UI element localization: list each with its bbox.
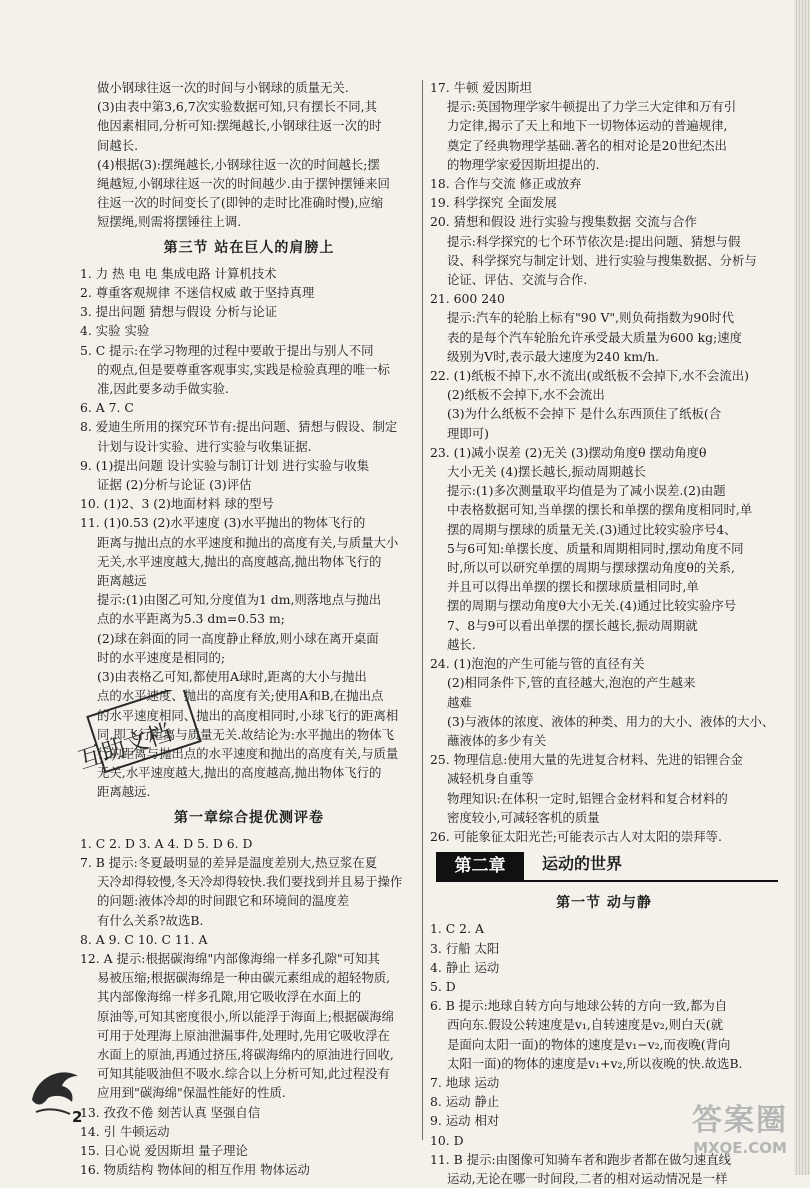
text-line: 摆的周期与摆球的质量无关.(3)通过比较实验序号4、 <box>447 521 737 537</box>
text-line: (3)与液体的浓度、液体的种类、用力的大小、液体的大小、 <box>447 713 775 729</box>
text-line: 间越长. <box>97 137 139 153</box>
text-line: 大小无关 (4)摆长越长,振动周期越长 <box>447 464 646 480</box>
text-line: 有什么关系?故选B. <box>97 912 204 928</box>
text-line: 天冷却得较慢,冬天冷却得较快.我们要找到并且易于操作 <box>97 874 403 890</box>
watermark-title: 答案圈 <box>692 1103 788 1138</box>
text-line: 运动,无论在哪一时间段,二者的相对运动情况是一样 <box>447 1170 728 1186</box>
chapter-banner <box>430 852 778 882</box>
text-line: (2)纸板不会掉下,水不会流出 <box>447 387 605 403</box>
text-line: 理即可) <box>447 425 490 441</box>
text-line: 5. D <box>430 978 456 994</box>
text-line: 9. (1)提出问题 设计实验与制订计划 进行实验与收集 <box>80 457 370 473</box>
page-edge <box>794 0 810 1175</box>
text-line: 4. 实验 实验 <box>80 323 150 339</box>
text-line: 7. 地球 运动 <box>430 1074 500 1090</box>
text-line: 4. 静止 运动 <box>430 959 500 975</box>
text-line: 提示:汽车的轮胎上标有"90 V",则负荷指数为90时代 <box>447 310 734 326</box>
text-line: 提示:科学探究的七个环节依次是:提出问题、猜想与假 <box>447 233 741 249</box>
page-number: 2 <box>72 1108 83 1126</box>
text-line: 1. C 2. D 3. A 4. D 5. D 6. D <box>80 835 253 851</box>
text-line: 点的水平速度、抛出的高度有关;使用A和B,在抛出点 <box>97 688 384 704</box>
text-line: 22. (1)纸板不掉下,水不流出(或纸板不会掉下,水不会流出) <box>430 368 749 384</box>
text-line: 16. 物质结构 物体间的相互作用 物体运动 <box>80 1162 310 1178</box>
text-line: 18. 合作与交流 修正或放弃 <box>430 176 582 192</box>
text-line: 行的距离与抛出点的水平速度和抛出的高度有关,与质量 <box>97 745 399 761</box>
text-line: 提示:英国物理学家牛顿提出了力学三大定律和万有引 <box>447 99 737 115</box>
text-line: 蘸液体的多少有关 <box>447 732 547 748</box>
text-line: 20. 猜想和假设 进行实验与搜集数据 交流与合作 <box>430 214 697 230</box>
text-line: 14. 引 牛顿运动 <box>80 1123 170 1139</box>
text-line: 23. (1)减小误差 (2)无关 (3)摆动角度θ 摆动角度θ <box>430 444 707 460</box>
text-line: 往返一次的时间变长了(即钟的走时比准确时慢),应缩 <box>97 195 384 211</box>
text-line: 距离越远 <box>97 573 147 589</box>
watermark <box>692 1095 788 1157</box>
text-line: 5. C 提示:在学习物理的过程中要敢于提出与别人不同 <box>80 342 374 358</box>
right-column <box>430 78 778 1188</box>
text-line: 7、8与9可以看出单摆的摆长越长,振动周期就 <box>447 617 698 633</box>
text-line: 12. A 提示:根据碳海绵"内部像海绵一样多孔隙"可知其 <box>80 950 380 966</box>
left-review-block <box>80 834 418 1180</box>
text-line: 1. 力 热 电 电 集成电路 计算机技术 <box>80 265 277 281</box>
text-line: 原油等,可知其密度很小,所以能浮于海面上;根据碳海绵 <box>97 1008 395 1024</box>
text-line: 其内部像海绵一样多孔隙,用它吸收浮在水面上的 <box>97 989 362 1005</box>
text-line: 他因素相同,分析可知:摆绳越长,小钢球往返一次的时 <box>97 118 382 134</box>
section-title-right: 第一节 动与静 <box>556 895 652 912</box>
text-line: 10. (1)2、3 (2)地面材料 球的型号 <box>80 496 274 512</box>
text-line: 设、科学探究与制定计划、进行实验与搜集数据、分析与 <box>447 252 757 268</box>
column-divider <box>422 80 423 1140</box>
text-line: 5与6可知:单摆长度、质量和周期相同时,摆动角度不同 <box>447 540 744 556</box>
text-line: (3)由表格乙可知,都使用A球时,距离的大小与抛出 <box>97 669 367 685</box>
text-line: 6. B 提示:地球自转方向与地球公转的方向一致,都为自 <box>430 998 728 1014</box>
watermark-url: MXQE.COM <box>693 1139 787 1157</box>
text-line: 3. 提出问题 猜想与假设 分析与论证 <box>80 304 278 320</box>
review-title: 第一章综合提优测评卷 <box>174 809 324 826</box>
chapter-rule <box>436 880 778 882</box>
text-line: 时,所以可以研究单摆的周期与摆球摆动角度θ的关系, <box>447 560 735 576</box>
text-line: 2. 尊重客观规律 不迷信权威 敢于坚持真理 <box>80 285 315 301</box>
text-line: 11. B 提示:由图像可知骑车者和跑步者都在做匀速直线 <box>430 1151 732 1167</box>
text-line: 1. C 2. A <box>430 921 484 937</box>
text-line: 摆的周期与摆动角度θ大小无关.(4)通过比较实验序号 <box>447 598 737 614</box>
text-line: 越长. <box>447 636 476 652</box>
text-line: 10. D <box>430 1132 464 1148</box>
text-line: 11. (1)0.53 (2)水平速度 (3)水平抛出的物体飞行的 <box>80 515 366 531</box>
left-top-block <box>80 78 418 232</box>
text-line: 表的是每个汽车轮胎允许承受最大质量为600 kg;速度 <box>447 329 743 345</box>
text-line: (2)球在斜面的同一高度静止释放,则小球在离开桌面 <box>97 630 379 646</box>
text-line: (2)相同条件下,管的直径越大,泡泡的产生越来 <box>447 675 696 691</box>
text-line: 是面向太阳一面)的物体的速度是v₁−v₂,而夜晚(背向 <box>447 1036 731 1052</box>
text-line: 24. (1)泡泡的产生可能与管的直径有关 <box>430 656 645 672</box>
chapter-name: 运动的世界 <box>542 854 623 874</box>
text-line: 做小钢球往返一次的时间与小钢球的质量无关. <box>97 80 349 95</box>
text-line: 8. A 9. C 10. C 11. A <box>80 931 208 947</box>
text-line: 的观点,但是要尊重客观事实,实践是检验真理的唯一标 <box>97 361 390 377</box>
text-line: 的物理学家爱因斯坦提出的. <box>447 156 600 172</box>
text-line: 水面上的原油,再通过挤压,将碳海绵内的原油进行回收, <box>97 1046 394 1062</box>
text-line: 绳越短,小钢球往返一次的时间越少.由于摆钟摆锤来回 <box>97 176 390 192</box>
text-line: (3)由表中第3,6,7次实验数据可知,只有摆长不同,其 <box>97 99 377 115</box>
right-top-block <box>430 78 778 846</box>
text-line: 8. 运动 静止 <box>430 1094 500 1110</box>
text-line: 13. 孜孜不倦 刻苦认真 坚强自信 <box>80 1104 261 1120</box>
text-line: 越难 <box>447 694 472 710</box>
text-line: 提示:(1)多次测量取平均值是为了减小误差.(2)由题 <box>447 483 726 499</box>
text-line: 短摆绳,则需将摆锤往上调. <box>97 214 242 230</box>
text-line: 应用到"碳海绵"保温性能好的性质. <box>97 1085 286 1101</box>
text-line: 易被压缩;根据碳海绵是一种由碳元素组成的超轻物质, <box>97 970 391 986</box>
text-line: 无关,水平速度越大,抛出的高度越高,抛出物体飞行的 <box>97 553 382 569</box>
text-line: 并且可以得出单摆的摆长和摆球质量相同时,单 <box>447 579 699 595</box>
text-line: 19. 科学探究 全面发展 <box>430 195 557 211</box>
text-line: 同,即飞行距离与质量无关.故结论为:水平抛出的物体飞 <box>97 726 395 742</box>
text-line: 可知其能吸油但不吸水.综合以上分析可知,此过程没有 <box>97 1066 390 1082</box>
text-line: 准,因此要多动手做实验. <box>97 381 229 397</box>
section-title-left: 第三节 站在巨人的肩膀上 <box>163 239 335 256</box>
text-line: 25. 物理信息:使用大量的先进复合材料、先进的铝锂合金 <box>430 752 743 768</box>
text-line: 密度较小,可减轻客机的质量 <box>447 809 600 825</box>
text-line: 距离与抛出点的水平速度和抛出的高度有关,与质量大小 <box>97 534 399 550</box>
text-line: 8. 爱迪生所用的探究环节有:提出问题、猜想与假设、制定 <box>80 419 398 435</box>
text-line: 级别为V时,表示最大速度为240 km/h. <box>447 348 660 364</box>
text-line: 的水平速度相同、抛出的高度相同时,小球飞行的距离相 <box>97 707 399 723</box>
chapter-number: 第二章 <box>436 852 524 880</box>
text-line: 15. 日心说 爱因斯坦 量子理论 <box>80 1142 248 1158</box>
text-line: 奠定了经典物理学基础.著名的相对论是20世纪杰出 <box>447 137 727 153</box>
text-line: 减轻机身自重等 <box>447 771 534 787</box>
text-line: 17. 牛顿 爱因斯坦 <box>430 80 532 95</box>
text-line: (3)为什么纸板不会掉下 是什么东西顶住了纸板(合 <box>447 406 722 422</box>
text-line: 时的水平速度是相同的; <box>97 649 226 665</box>
text-line: 3. 行船 太阳 <box>430 940 500 956</box>
text-line: 中表格数据可知,当单摆的摆长和单摆的摆角度相同时,单 <box>447 502 753 518</box>
text-line: 证据 (2)分析与论证 (3)评估 <box>97 477 252 493</box>
stamp-text: 互助文档 <box>74 718 175 775</box>
text-line: (4)根据(3):摆绳越长,小钢球往返一次的时间越长;摆 <box>97 156 380 172</box>
text-line: 物理知识:在体积一定时,铝锂合金材料和复合材料的 <box>447 790 728 806</box>
text-line: 提示:(1)由图乙可知,分度值为1 dm,则落地点与抛出 <box>97 592 382 608</box>
text-line: 的问题:液体冷却的时间跟它和环境间的温度差 <box>97 893 349 909</box>
text-line: 太阳一面)的物体的速度是v₁+v₂,所以夜晚的快.故选B. <box>447 1055 743 1071</box>
text-line: 点的水平距离为5.3 dm=0.53 m; <box>97 611 285 627</box>
text-line: 6. A 7. C <box>80 400 134 416</box>
text-line: 无关,水平速度越大,抛出的高度越高,抛出物体飞行的 <box>97 765 382 781</box>
text-line: 可用于处理海上原油泄漏事件,处理时,先用它吸收浮在 <box>97 1027 390 1043</box>
text-line: 论证、评估、交流与合作. <box>447 272 588 288</box>
text-line: 计划与设计实验、进行实验与收集证据. <box>97 438 312 454</box>
text-line: 26. 可能象征太阳光芒;可能表示古人对太阳的崇拜等. <box>430 828 722 844</box>
text-line: 9. 运动 相对 <box>430 1113 500 1129</box>
left-column <box>80 78 418 1179</box>
text-line: 7. B 提示:冬夏最明显的差异是温度差别大,热豆浆在夏 <box>80 854 378 870</box>
text-line: 21. 600 240 <box>430 291 505 307</box>
text-line: 距离越远. <box>97 784 151 800</box>
stamp-overlay <box>60 690 220 780</box>
text-line: 西向东.假设公转速度是v₁,自转速度是v₂,则白天(就 <box>447 1017 724 1033</box>
text-line: 力定律,揭示了天上和地下一切物体运动的普遍规律, <box>447 118 728 134</box>
